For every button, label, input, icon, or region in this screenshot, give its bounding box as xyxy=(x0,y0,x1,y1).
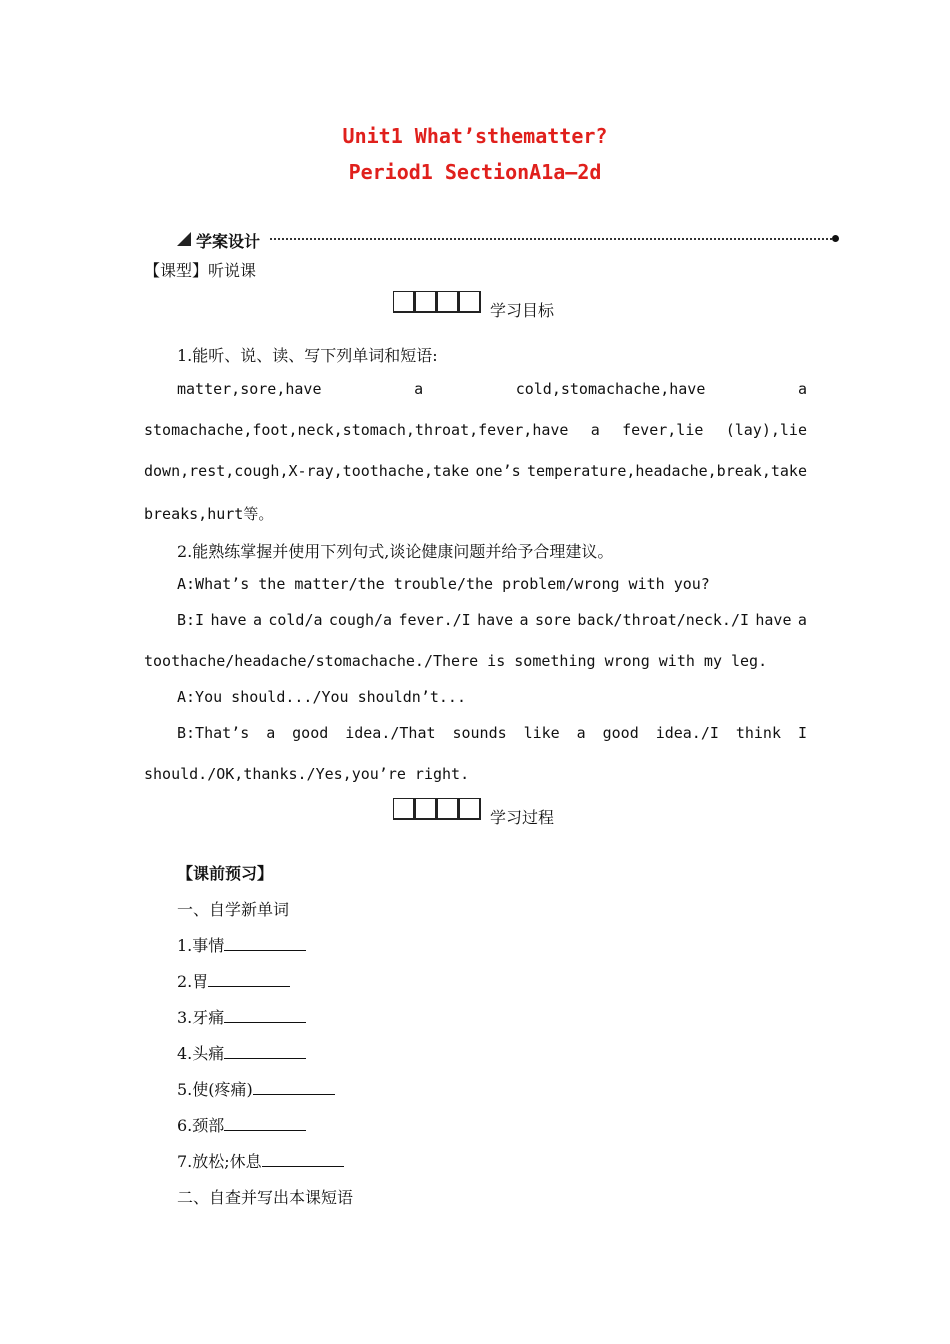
section-boxes-process xyxy=(393,798,481,820)
title-line-1: Unit1 What’sthematter? xyxy=(342,124,608,148)
dialog-b2-line2: should./OK,thanks./Yes,you’re right. xyxy=(144,765,470,783)
word-item-1: 1.事情 xyxy=(177,933,306,956)
word-item-4: 4.头痛 xyxy=(177,1041,306,1064)
word-item-2: 2.胃 xyxy=(177,969,290,992)
course-type: 【课型】听说课 xyxy=(144,261,257,280)
dialog-a2: A:You should.../You shouldn’t... xyxy=(177,688,466,706)
banner-label: 学案设计 xyxy=(196,232,261,251)
vocab-line-3: down,rest,cough,X-ray,toothache,take one’s temperature,headache,break,take xyxy=(144,462,807,480)
dialog-b1-line2: toothache/headache/stomachache./There is something wrong with my leg. xyxy=(144,652,768,670)
vocab-line-4: breaks,hurt等。 xyxy=(144,505,274,523)
answer-blank[interactable] xyxy=(224,936,306,951)
goal-2-title: 2.能熟练掌握并使用下列句式,谈论健康问题并给予合理建议。 xyxy=(177,542,614,561)
section-title-goals: 学习目标 xyxy=(490,301,555,320)
vocab-line-1: matter,sore,have a cold,stomachache,have a xyxy=(177,380,807,398)
answer-blank[interactable] xyxy=(262,1152,344,1167)
answer-blank[interactable] xyxy=(224,1044,306,1059)
answer-blank[interactable] xyxy=(224,1008,306,1023)
section-title-process: 学习过程 xyxy=(490,808,555,827)
section-boxes-goals xyxy=(393,291,481,313)
word-item-5: 5.使(疼痛) xyxy=(177,1077,335,1100)
dialog-b2-line1: B:That’s a good idea./That sounds like a good idea./I think I xyxy=(177,724,807,742)
dotted-divider xyxy=(270,238,832,240)
preview-part-1: 一、自学新单词 xyxy=(177,900,290,919)
preview-heading: 【课前预习】 xyxy=(177,864,274,883)
divider-end-dot xyxy=(832,235,839,242)
word-item-3: 3.牙痛 xyxy=(177,1005,306,1028)
word-item-6: 6.颈部 xyxy=(177,1113,306,1136)
dialog-b1-line1: B:I have a cold/a cough/a fever./I have a sore back/throat/neck./I have a xyxy=(177,611,807,629)
goal-1-title: 1.能听、说、读、写下列单词和短语: xyxy=(177,346,438,365)
preview-part-2: 二、自查并写出本课短语 xyxy=(177,1188,354,1207)
vocab-line-2: stomachache,foot,neck,stomach,throat,fever,have a fever,lie (lay),lie xyxy=(144,421,807,439)
dialog-a1: A:What’s the matter/the trouble/the problem/wrong with you? xyxy=(177,575,710,593)
triangle-icon xyxy=(177,232,191,246)
title-line-2: Period1 SectionA1a—2d xyxy=(348,160,602,184)
answer-blank[interactable] xyxy=(208,972,290,987)
word-item-7: 7.放松;休息 xyxy=(177,1149,344,1172)
answer-blank[interactable] xyxy=(224,1116,306,1131)
answer-blank[interactable] xyxy=(253,1080,335,1095)
